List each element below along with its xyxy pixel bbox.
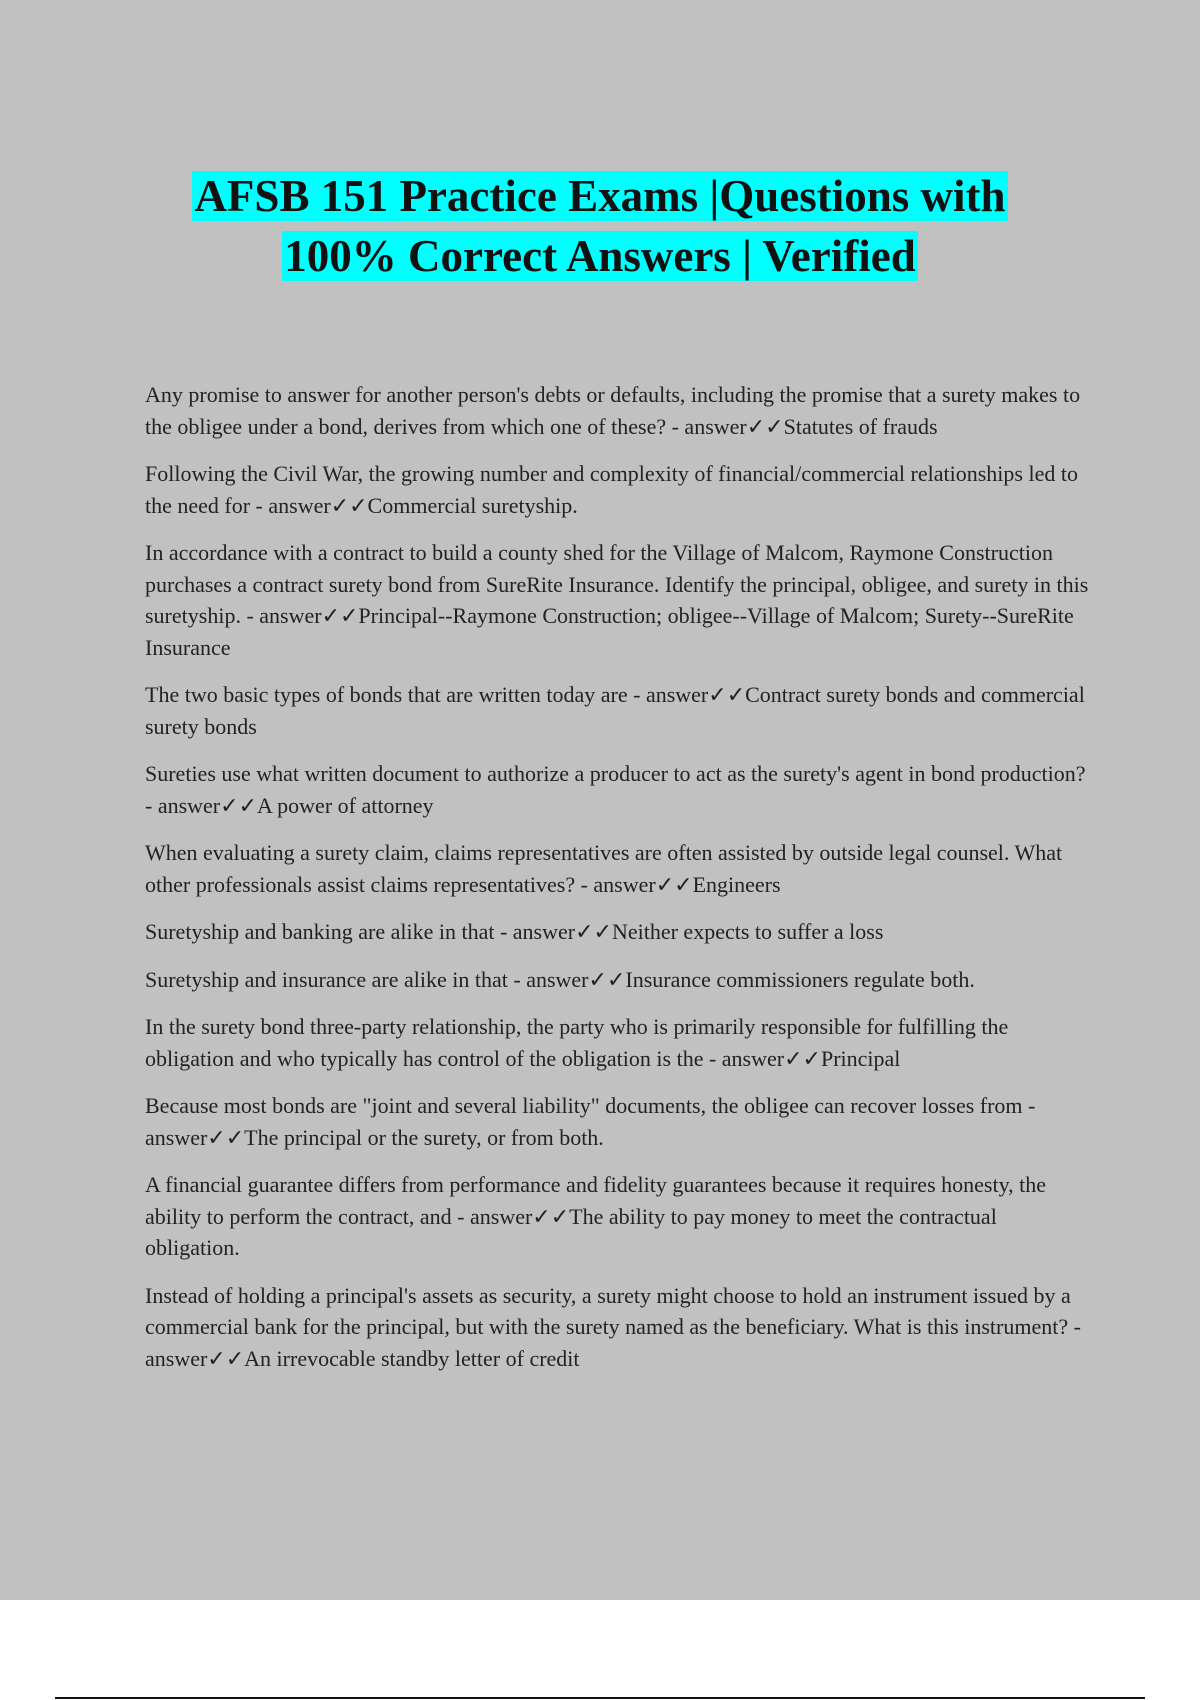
title-line-2-text: 100% Correct Answers | Verified (284, 231, 916, 281)
qa-item: Any promise to answer for another person's debts or defaults, including the promise that a surety makes to the obligee under a bond, derives from which one of these? - answer✓✓Statutes of frauds (145, 382, 1081, 439)
qa-item: Following the Civil War, the growing number and complexity of financial/commercial relationships led to the need for - answer✓✓Commercial suretyship. (145, 461, 1078, 518)
qa-item: In the surety bond three-party relationship, the party who is primarily responsible for fulfilling the obligation and who typically has control of the obligation is the - answer✓✓Principal (145, 1014, 1009, 1071)
title-line-1-text: AFSB 151 Practice Exams |Questions with (194, 171, 1006, 221)
title-line-2 (0, 226, 1200, 286)
title-line-1 (0, 166, 1200, 226)
document-title (0, 166, 1200, 286)
qa-item: When evaluating a surety claim, claims representatives are often assisted by outside legal counsel. What other professionals assist claims representatives? - answer✓✓Engineers (145, 840, 1063, 897)
qa-item: A financial guarantee differs from performance and fidelity guarantees because it requires honesty, the ability to perform the contract, and - answer✓✓The ability to pay money to meet the contractual obligation. (145, 1172, 1047, 1260)
qa-item: Suretyship and insurance are alike in that - answer✓✓Insurance commissioners regulate both. (145, 966, 975, 992)
qa-item: Because most bonds are "joint and several liability" documents, the obligee can recover losses from - answer✓✓The principal or the surety, or from both. (145, 1093, 1036, 1150)
qa-item: Sureties use what written document to authorize a producer to act as the surety's agent in bond production? - answer✓✓A power of attorney (145, 761, 1086, 818)
qa-item: Suretyship and banking are alike in that - answer✓✓Neither expects to suffer a loss (145, 919, 884, 944)
qa-item: Instead of holding a principal's assets as security, a surety might choose to hold an instrument issued by a commercial bank for the principal, but with the surety named as the beneficiary. What is this instrument? - answer✓✓An irrevocable standby letter of credit (145, 1282, 1081, 1371)
footer-rule (55, 1697, 1145, 1699)
question-answer-list (145, 379, 1090, 1390)
qa-item: In accordance with a contract to build a county shed for the Village of Malcom, Raymone Construction purchases a contract surety bond from SureRite Insurance. Identify the principal, obligee, and surety in this suretyship. - answer✓✓Principal--Raymone Construction; obligee--Village of Malcom; Surety--SureRite Insurance (145, 540, 1089, 660)
qa-item: The two basic types of bonds that are written today are - answer✓✓Contract surety bonds and commercial surety bonds (145, 682, 1085, 739)
